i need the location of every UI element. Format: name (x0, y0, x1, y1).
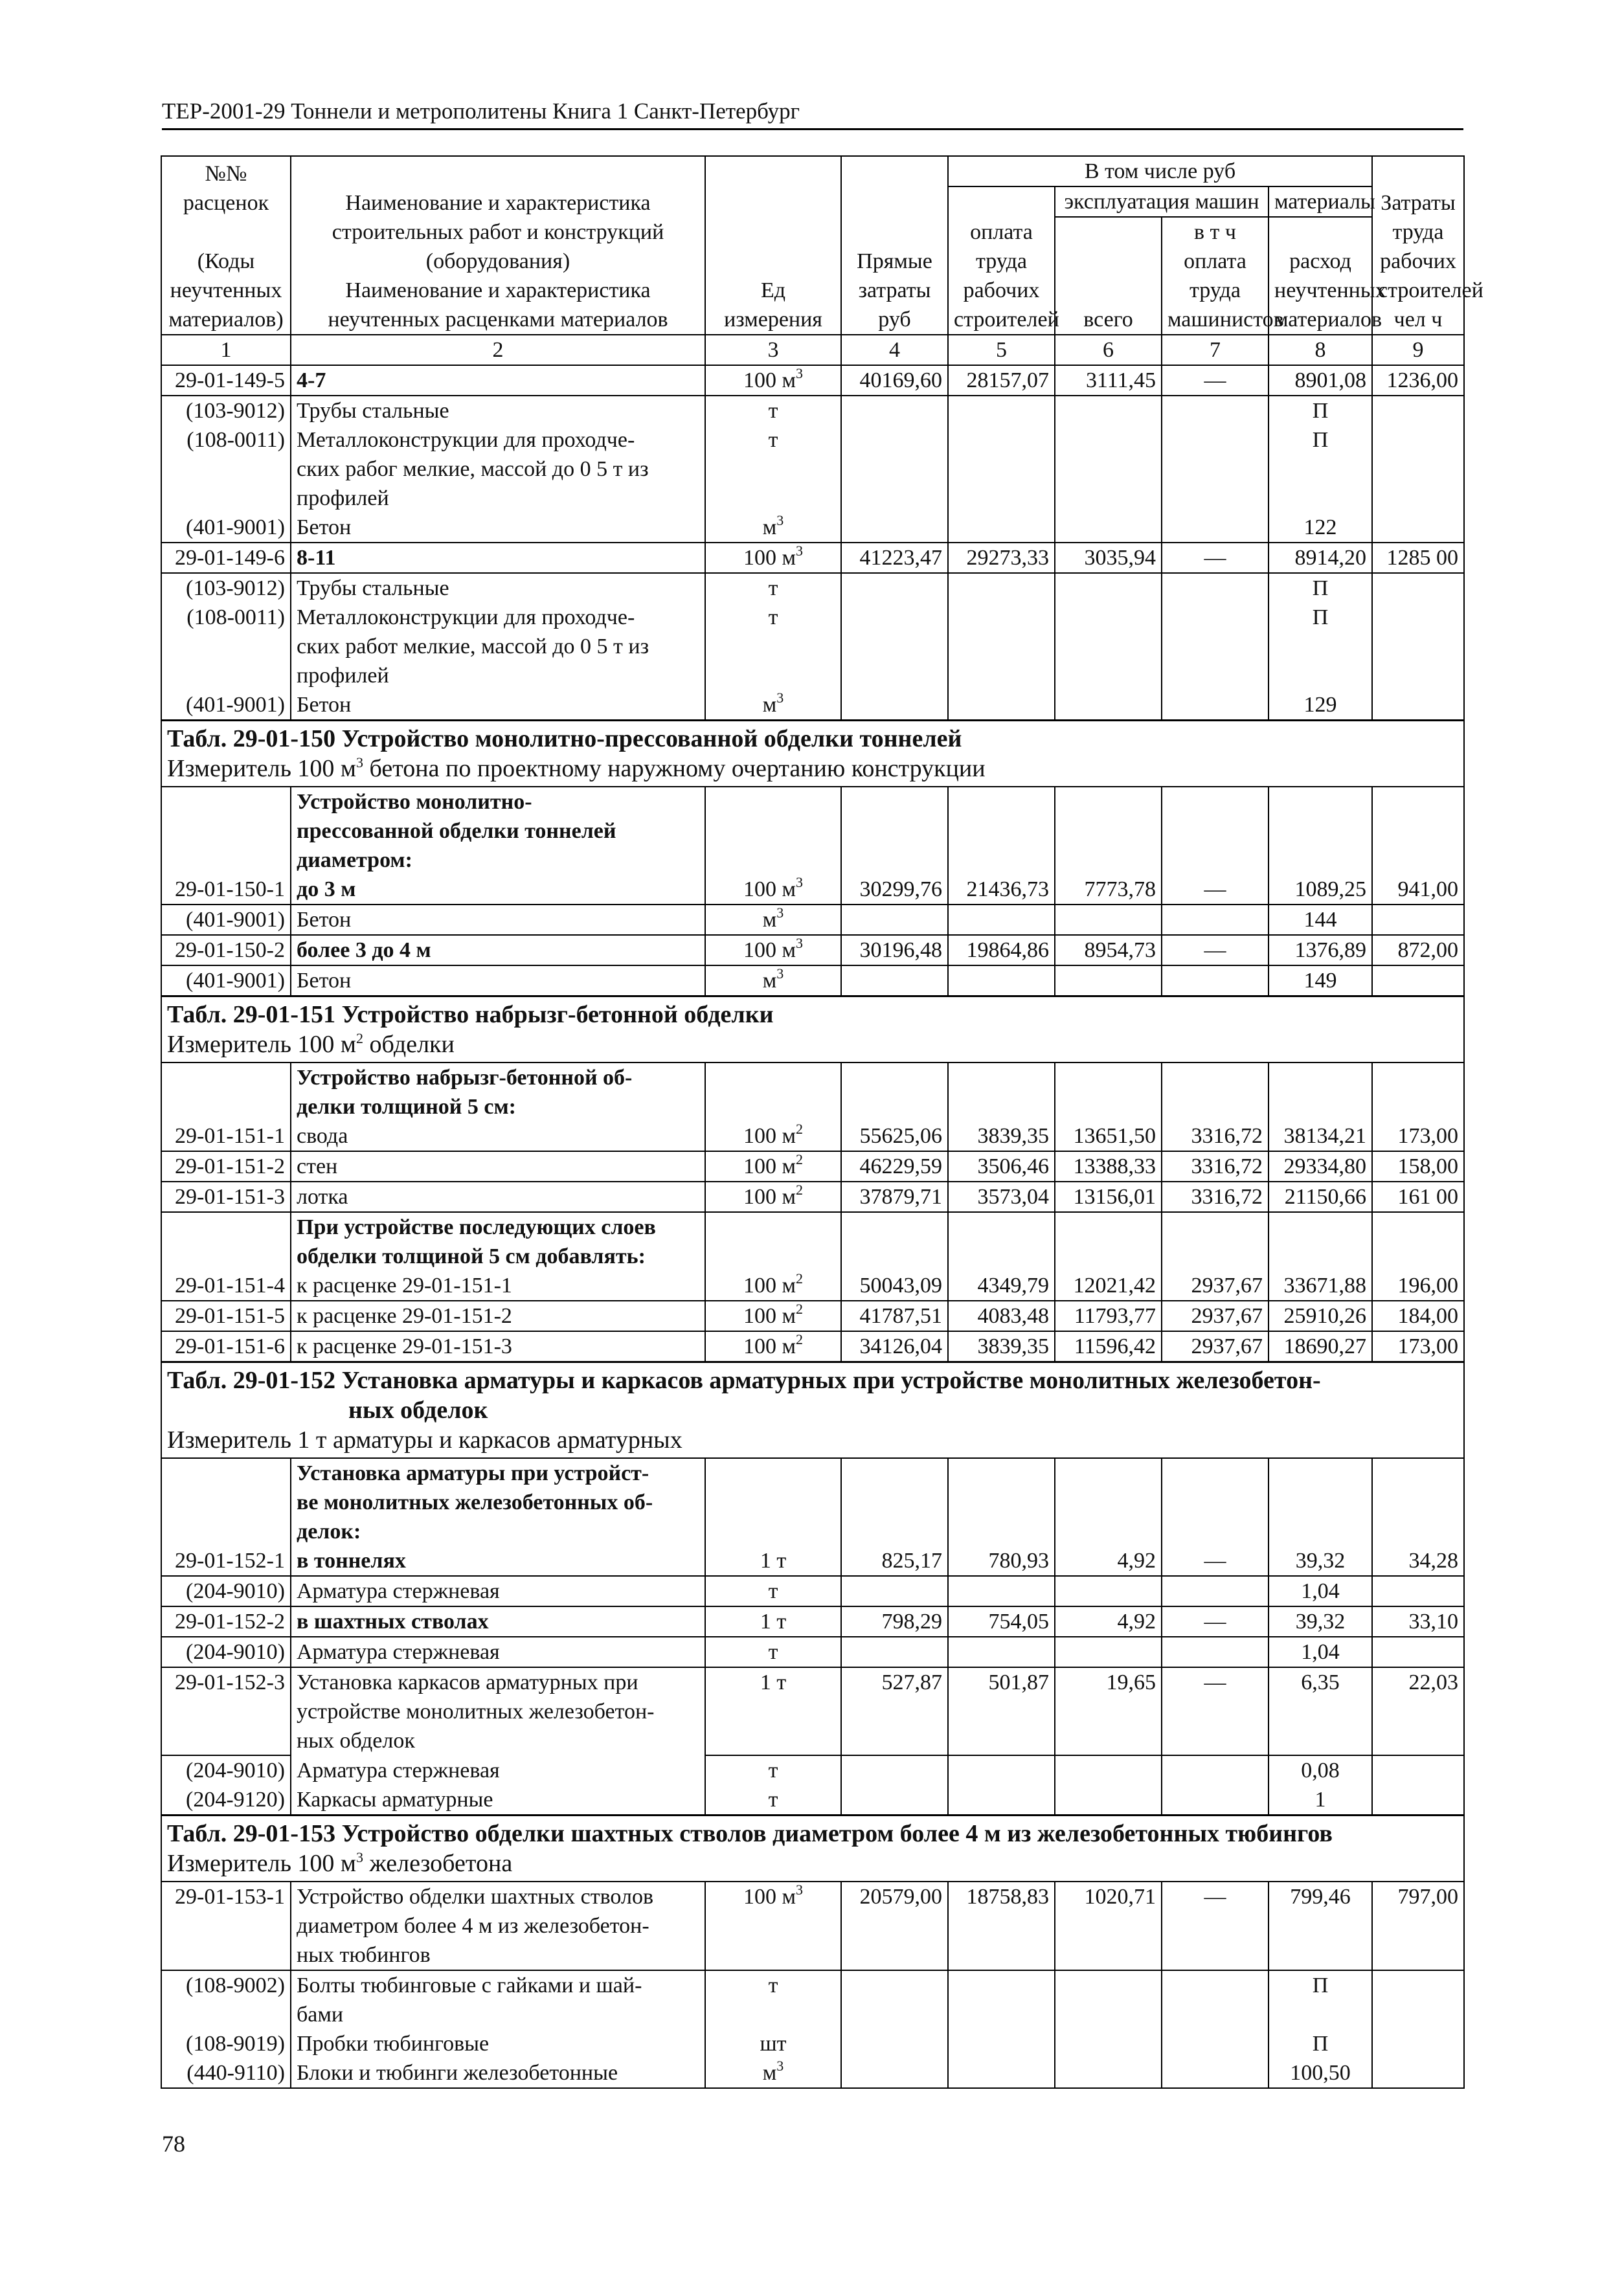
material-row: (401-9001) Бетон $м^3$ 149 (161, 965, 1464, 996)
section-header-152 (161, 1362, 1464, 1459)
col-header-group: В том числе руб (948, 156, 1372, 186)
col-header-mach-labor: в т ч оплата труда машинистов (1162, 217, 1269, 335)
col-header-code: №№ расценок (Коды неучтенных материалов) (161, 156, 291, 335)
material-row: (204-9010) Арматура стержневая т 1,04 (161, 1637, 1464, 1667)
page-header: ТЕР-2001-29 Тоннели и метрополитены Книга 1 Санкт-Петербург (162, 97, 1463, 130)
material-row: (108-9002) Болты тюбинговые с гайками и шай- бами т П (161, 1970, 1464, 2029)
column-numbers-row: 1 2 3 4 5 6 7 8 9 (161, 335, 1464, 365)
col-header-mach-total: всего (1055, 217, 1162, 335)
col-header-mat-usage: расход неучтенных материалов (1269, 217, 1372, 335)
section-meter: Измеритель 1 т арматуры и каркасов арматурных (167, 1426, 682, 1454)
section-meter: Измеритель 100 $м^3$ железобетона (167, 1849, 513, 1877)
material-row: (204-9120) Каркасы арматурные т 1 (161, 1785, 1464, 1816)
col-header-machines: эксплуатация машин (1055, 186, 1269, 217)
table-row: 29-01-150-2 более 3 до 4 м 100 $м^3$ 30196,48 19864,86 8954,73 — 1376,89 872,00 (161, 935, 1464, 965)
section-title: Табл. 29-01-150 Устройство монолитно-прессованной обделки тоннелей (167, 725, 962, 752)
section-header-153 (161, 1816, 1464, 1882)
table-row: 29-01-149-5 4-7 100 $м^3$ 40169,60 28157,07 3111,45 — 8901,08 1236,00 (161, 365, 1464, 396)
material-row: (204-9010) Арматура стержневая т 1,04 (161, 1576, 1464, 1606)
section-meter: Измеритель 100 $м^3$ бетона по проектному наружному очертанию конструкции (167, 754, 986, 782)
col-header-labor: оплата труда рабочих строителей (948, 186, 1055, 335)
table-header-row (161, 156, 1464, 186)
material-row: (103-9012) Трубы стальные т П (161, 573, 1464, 603)
table-row: 29-01-151-2 стен 100 $м^2$ 46229,59 3506,46 13388,33 3316,72 29334,80 158,00 (161, 1151, 1464, 1182)
table-row: 29-01-153-1 Устройство обделки шахтных стволов диаметром более 4 м из железобетон- ных тюбингов 100 $м^3$ 20579,00 18758,83 1020,71 — 799,46 797,00 (161, 1882, 1464, 1970)
page-number: 78 (162, 2131, 185, 2157)
rates-table (161, 155, 1483, 2089)
table-row: 29-01-151-6 к расценке 29-01-151-3 100 $м^2$ 34126,04 3839,35 11596,42 2937,67 18690,27 173,00 (161, 1331, 1464, 1362)
table-row: 29-01-150-1 Устройство монолитно- прессованной обделки тоннелей диаметром: до 3 м 100 $м^3$ 30299,76 21436,73 7773,78 — 1089,25 941,00 (161, 787, 1464, 905)
section-title: Табл. 29-01-153 Устройство обделки шахтных стволов диаметром более 4 м из железобетонных тюбингов (167, 1820, 1333, 1847)
material-row: (108-0011) Металлоконструкции для проходче- ских рабог мелкие, массой до 0 5 т из профилей т П (161, 425, 1464, 513)
col-header-unit: Ед измерения (705, 156, 841, 335)
material-row: (401-9001) Бетон $м^3$ 129 (161, 690, 1464, 721)
section-header-151 (161, 996, 1464, 1063)
material-row: (440-9110) Блоки и тюбинги железобетонные $м^3$ 100,50 (161, 2058, 1464, 2088)
section-title: Табл. 29-01-151 Устройство набрызг-бетонной обделки (167, 1001, 774, 1028)
material-row: (204-9010) Арматура стержневая т 0,08 (161, 1755, 1464, 1785)
table-row: 29-01-151-4 При устройстве последующих слоев обделки толщиной 5 см добавлять: к расценке 29-01-151-1 100 $м^2$ 50043,09 4349,79 12021,42 2937,67 33671,88 196,00 (161, 1212, 1464, 1301)
col-header-name: Наименование и характеристика строительных работ и конструкций (оборудования) Наименование и характеристика неучтенных расценками материалов (291, 156, 705, 335)
table-row: 29-01-152-1 Установка арматуры при устройст- ве монолитных железобетонных об- делок: в тоннелях 1 т 825,17 780,93 4,92 — 39,32 34,28 (161, 1458, 1464, 1576)
material-row: (103-9012) Трубы стальные т П (161, 396, 1464, 425)
col-header-materials: материалы (1269, 186, 1372, 217)
material-row: (108-0011) Металлоконструкции для проходче- ских работ мелкие, массой до 0 5 т из профилей т П (161, 603, 1464, 690)
material-row: (108-9019) Пробки тюбинговые шт П (161, 2029, 1464, 2058)
table-row: 29-01-151-5 к расценке 29-01-151-2 100 $м^2$ 41787,51 4083,48 11793,77 2937,67 25910,26 184,00 (161, 1301, 1464, 1331)
col-header-direct: Прямые затраты руб (841, 156, 948, 335)
table-row: 29-01-152-3 Установка каркасов арматурных при устройстве монолитных железобетон- ных обделок 1 т 527,87 501,87 19,65 — 6,35 22,03 (161, 1667, 1464, 1755)
material-row: (401-9001) Бетон $м^3$ 122 (161, 513, 1464, 543)
table-row: 29-01-152-2 в шахтных стволах 1 т 798,29 754,05 4,92 — 39,32 33,10 (161, 1606, 1464, 1637)
table-row: 29-01-149-6 8-11 100 $м^3$ 41223,47 29273,33 3035,94 — 8914,20 1285 00 (161, 543, 1464, 573)
section-header-150 (161, 721, 1464, 787)
table-row: 29-01-151-1 Устройство набрызг-бетонной об- делки толщиной 5 см: свода 100 $м^2$ 55625,06 3839,35 13651,50 3316,72 38134,21 173,00 (161, 1063, 1464, 1151)
table-row: 29-01-151-3 лотка 100 $м^2$ 37879,71 3573,04 13156,01 3316,72 21150,66 161 00 (161, 1182, 1464, 1212)
col-header-labor-time: Затраты труда рабочих строителей чел ч (1372, 156, 1464, 335)
section-title: Табл. 29-01-152 Установка арматуры и каркасов арматурных при устройстве монолитных железобетон- ных обделок (167, 1367, 1321, 1424)
section-meter: Измеритель 100 $м^2$ обделки (167, 1030, 455, 1058)
material-row: (401-9001) Бетон $м^3$ 144 (161, 905, 1464, 935)
